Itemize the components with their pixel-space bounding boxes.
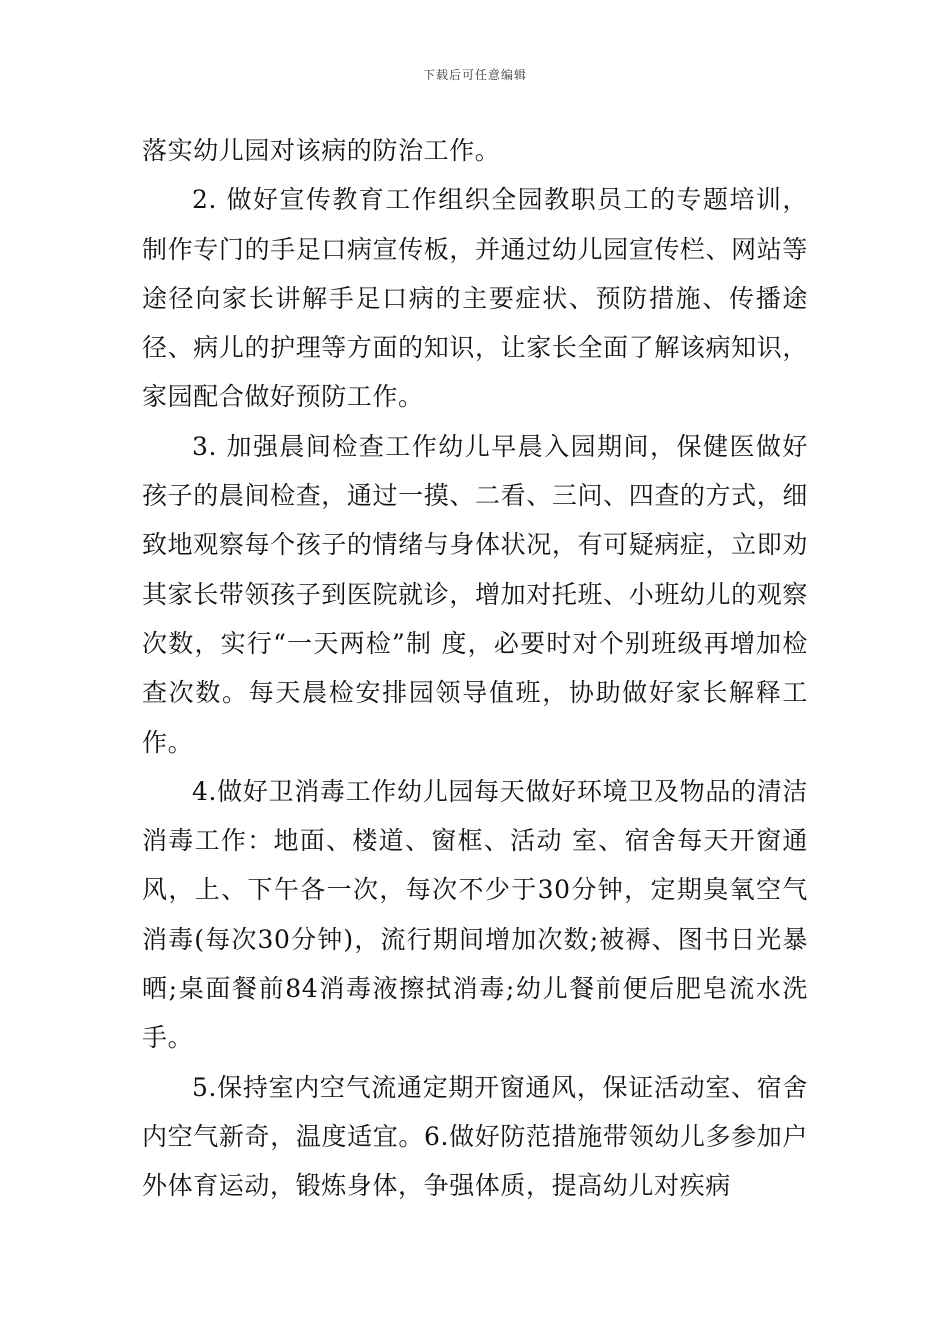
document-body: [142, 126, 808, 1211]
page-header: 下载后可任意编辑: [422, 68, 527, 82]
paragraph-3: 3. 加强晨间检查工作幼儿早晨入园期间，保健医做好孩子的晨间检查，通过一摸、二看、三问、四查的方式，细致地观察每个孩子的情绪与身体状况，有可疑病症，立即劝其家长带领孩子到医院就诊，增加对托班、小班幼儿的观察次数，实行“一天两检”制 度，必要时对个别班级再增加检查次数。每天晨检安排园领导值班，协助做好家长解释工作。: [142, 431, 808, 757]
paragraph-continuation: 落实幼儿园对该病的防治工作。: [142, 136, 501, 165]
paragraph-4: 4.做好卫消毒工作幼儿园每天做好环境卫及物品的清洁消毒工作：地面、楼道、窗框、活动 室、宿舍每天开窗通风，上、下午各一次，每次不少于30分钟，定期臭氧空气消毒(每次30分钟)，流行期间增加次数;被褥、图书日光暴晒;桌面餐前84消毒液擦拭消毒;幼儿餐前便后肥皂流水洗手。: [142, 776, 808, 1053]
paragraph-2: 2. 做好宣传教育工作组织全园教职员工的专题培训，制作专门的手足口病宣传板，并通过幼儿园宣传栏、网站等途径向家长讲解手足口病的主要症状、预防措施、传播途径、病儿的护理等方面的知识，让家长全面了解该病知识，家园配合做好预防工作。: [142, 185, 808, 412]
paragraph-5: 5.保持室内空气流通定期开窗通风，保证活动室、宿舍内空气新奇，温度适宜。6.做好防范措施带领幼儿多参加户外体育运动，锻炼身体，争强体质，提高幼儿对疾病: [142, 1072, 808, 1201]
